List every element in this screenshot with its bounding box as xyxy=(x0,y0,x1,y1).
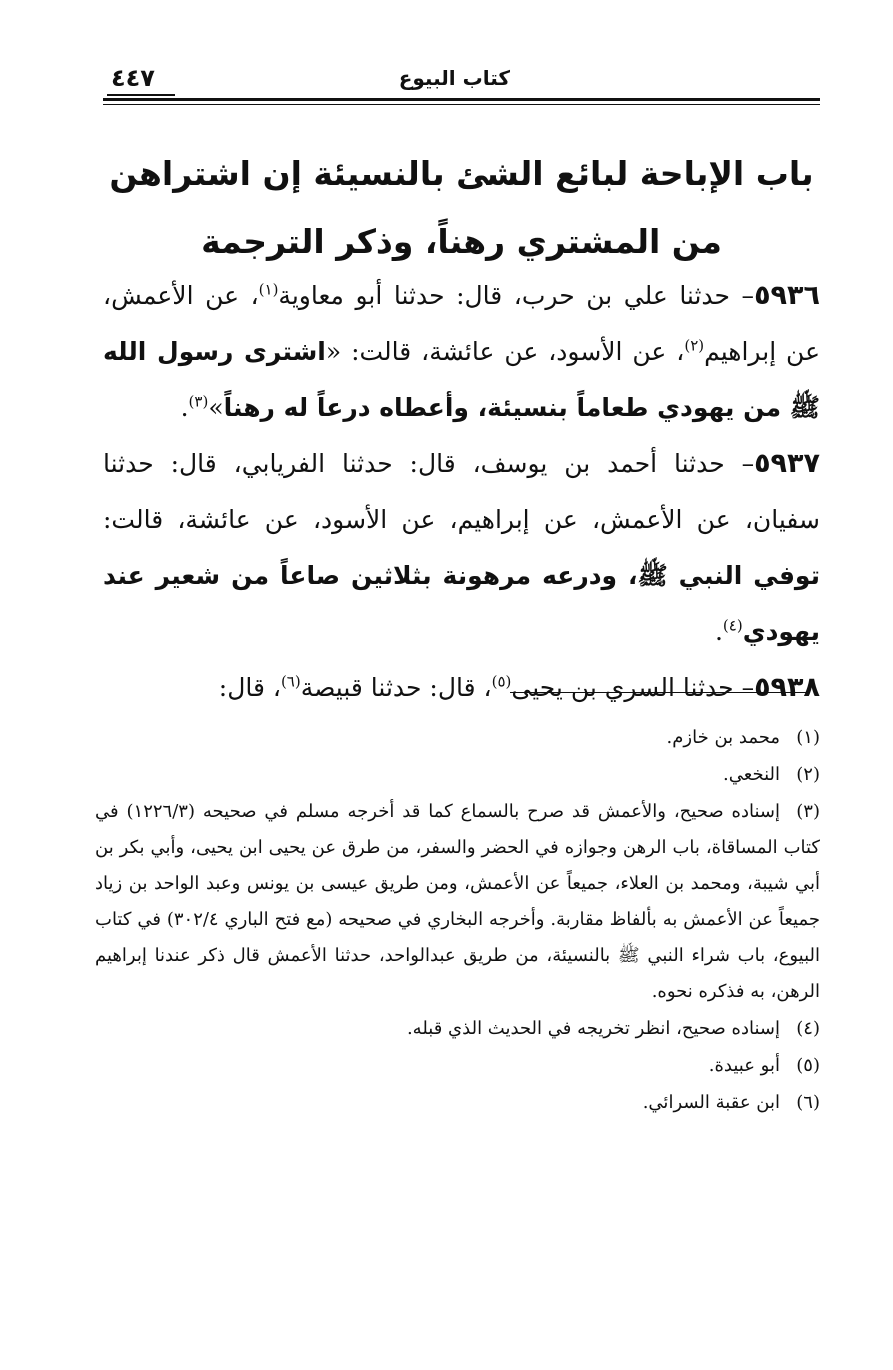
footnote-number: (٣) xyxy=(796,801,820,822)
footnote-ref: (٣) xyxy=(188,392,209,411)
footnote-ref: (١) xyxy=(258,280,279,299)
footnote-number: (١) xyxy=(796,727,820,748)
hadith-5937 xyxy=(103,436,820,660)
footnote-text: إسناده صحيح، انظر تخريجه في الحديث الذي قبله. xyxy=(406,1018,780,1039)
footnote-ref: (٥) xyxy=(491,672,512,691)
running-header xyxy=(103,66,820,98)
footnote-6 xyxy=(95,1085,820,1121)
hadith-text: . xyxy=(714,617,723,646)
footnote-text: أبو عبيدة. xyxy=(708,1055,780,1076)
chapter-title: باب الإباحة لبائع الشئ بالنسيئة إن اشتراهن من المشتري رهناً، وذكر الترجمة xyxy=(109,154,814,261)
header-rule-thick xyxy=(103,98,820,101)
hadith-number: ٥٩٣٦ xyxy=(754,280,820,311)
hadith-body xyxy=(103,268,820,716)
page-number-underline xyxy=(107,94,175,96)
footnote-text: إسناده صحيح، والأعمش قد صرح بالسماع كما قد أخرجه مسلم في صحيحه (١٢٢٦/٣) في كتاب المساقاة، باب الرهن وجوازه في الحضر والسفر، من طرق عن يحيى ابن يحيى، وأبي بكر بن أبي شيبة، ومحمد بن العلاء، جميعاً عن الأعمش، ومن طريق عيسى بن يونس وعبد الواحد بن زياد جميعاً عن الأعمش به بألفاظ مقاربة. وأخرجه البخاري في صحيحه (مع فتح الباري ٣٠٢/٤) في كتاب البيوع، باب شراء النبي ﷺ بالنسيئة، من طريق عبدالواحد، حدثنا الأعمش قال ذكر عندنا إبراهيم الرهن، به فذكره نحوه. xyxy=(95,801,820,1002)
footnote-ref: (٤) xyxy=(722,616,743,635)
footnote-ref: (٦) xyxy=(280,672,301,691)
hadith-text: ، عن الأسود، عن عائشة، قالت: « xyxy=(325,337,685,366)
footnote-5 xyxy=(95,1048,820,1084)
footnote-text: النخعي. xyxy=(723,764,780,785)
hadith-quote: اشترى رسول الله ﷺ من يهودي طعاماً بنسيئة، وأعطاه درعاً له رهناً xyxy=(103,337,820,422)
footnote-number: (٢) xyxy=(796,764,820,785)
footnote-2 xyxy=(95,757,820,793)
header-rule-thin xyxy=(103,104,820,105)
hadith-5936 xyxy=(103,268,820,436)
hadith-5938 xyxy=(103,660,820,716)
footnote-number: (٤) xyxy=(796,1018,820,1039)
hadith-text: ، قال: حدثنا قبيصة xyxy=(300,673,492,702)
footnote-number: (٥) xyxy=(796,1055,820,1076)
hadith-text: – حدثنا السري بن يحيى xyxy=(511,673,755,702)
hadith-text: – حدثنا أحمد بن يوسف، قال: حدثنا الفريابي، قال: حدثنا سفيان، عن الأعمش، عن إبراهيم، عن الأسود، عن عائشة، قالت: xyxy=(103,449,820,534)
hadith-text: » xyxy=(208,393,224,422)
hadith-text: ، قال: xyxy=(218,673,281,702)
footnotes xyxy=(95,720,820,1122)
hadith-quote: توفي النبي ﷺ، ودرعه مرهونة بثلاثين صاعاً من شعير عند يهودي xyxy=(103,561,820,646)
footnote-ref: (٢) xyxy=(684,336,705,355)
hadith-text: ، عن الأعمش، عن إبراهيم xyxy=(103,281,821,366)
running-header-title: كتاب البيوع xyxy=(398,66,510,90)
hadith-number: ٥٩٣٨ xyxy=(754,672,820,703)
footnote-text: محمد بن خازم. xyxy=(666,727,780,748)
footnote-separator xyxy=(510,692,810,693)
hadith-text: . xyxy=(180,393,189,422)
page-number: ٤٤٧ xyxy=(111,64,155,92)
hadith-number: ٥٩٣٧ xyxy=(754,448,820,479)
footnote-text: ابن عقبة السرائي. xyxy=(642,1092,780,1113)
footnote-1 xyxy=(95,720,820,756)
hadith-text: – حدثنا علي بن حرب، قال: حدثنا أبو معاوية xyxy=(278,281,755,310)
footnote-4 xyxy=(95,1011,820,1047)
footnote-3 xyxy=(95,794,820,1010)
footnote-number: (٦) xyxy=(796,1092,820,1113)
